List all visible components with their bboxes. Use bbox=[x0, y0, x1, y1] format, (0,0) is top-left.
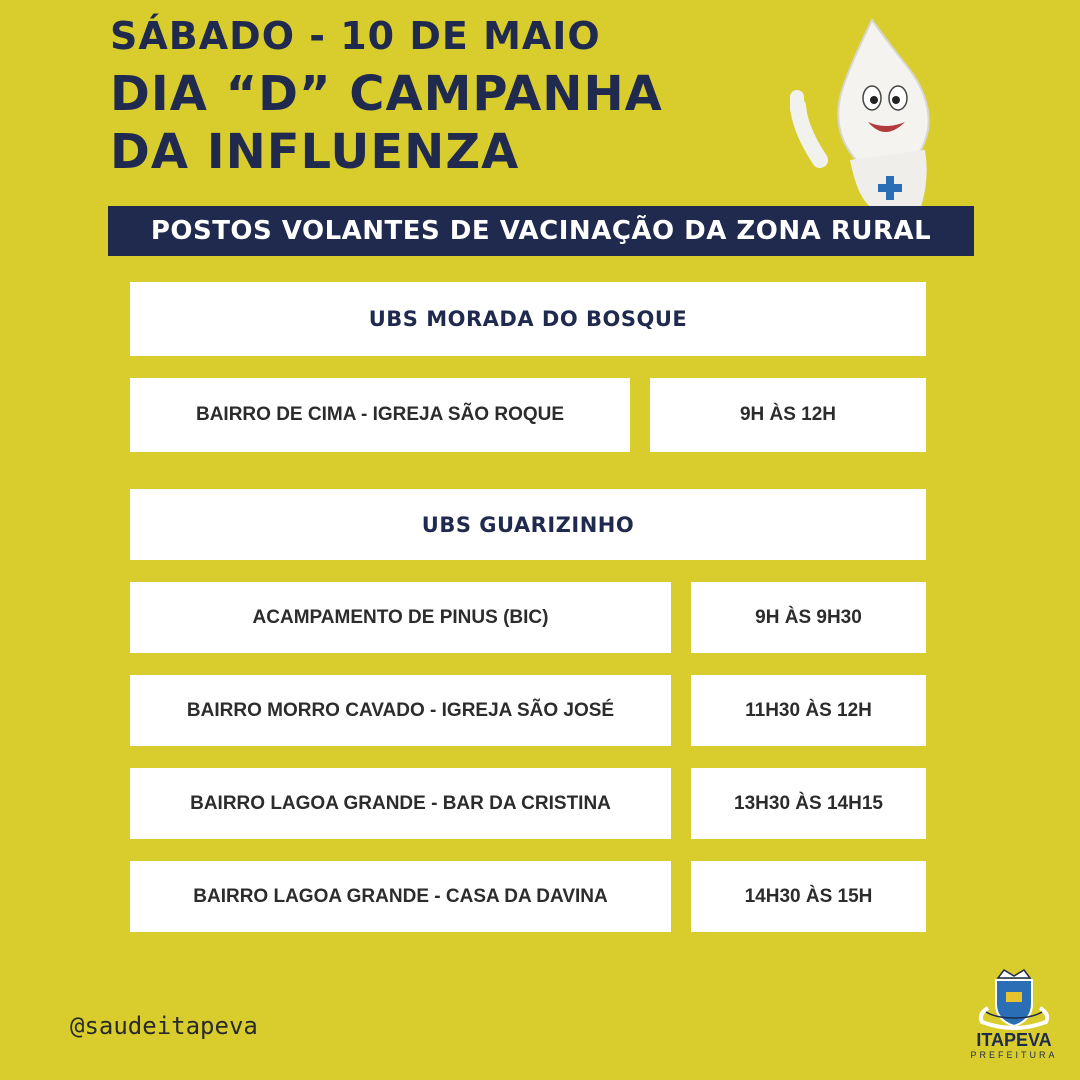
mobile-posts-banner: POSTOS VOLANTES DE VACINAÇÃO DA ZONA RURAL bbox=[108, 206, 974, 256]
social-handle: @saudeitapeva bbox=[70, 1012, 258, 1040]
schedule-place: ACAMPAMENTO DE PINUS (BIC) bbox=[130, 582, 671, 653]
schedule-place: BAIRRO LAGOA GRANDE - BAR DA CRISTINA bbox=[130, 768, 671, 839]
ubs-morada-do-bosque-header: UBS MORADA DO BOSQUE bbox=[130, 282, 926, 356]
logo-subtitle: PREFEITURA bbox=[970, 1050, 1058, 1060]
campaign-title-line1: DIA “D” CAMPANHA bbox=[110, 66, 663, 122]
schedule-time: 14H30 ÀS 15H bbox=[691, 861, 926, 932]
schedule-place: BAIRRO LAGOA GRANDE - CASA DA DAVINA bbox=[130, 861, 671, 932]
schedule-time: 11H30 ÀS 12H bbox=[691, 675, 926, 746]
schedule-time: 9H ÀS 9H30 bbox=[691, 582, 926, 653]
event-date: SÁBADO - 10 DE MAIO bbox=[110, 14, 601, 58]
campaign-title-line2: DA INFLUENZA bbox=[110, 124, 520, 180]
schedule-time: 9H ÀS 12H bbox=[650, 378, 926, 452]
logo-name: ITAPEVA bbox=[976, 1030, 1052, 1050]
schedule-time: 13H30 ÀS 14H15 bbox=[691, 768, 926, 839]
vaccine-drop-mascot-icon bbox=[760, 10, 960, 210]
city-coat-of-arms-icon bbox=[968, 968, 1060, 1030]
schedule-place: BAIRRO MORRO CAVADO - IGREJA SÃO JOSÉ bbox=[130, 675, 671, 746]
city-logo bbox=[968, 968, 1060, 1068]
schedule-place: BAIRRO DE CIMA - IGREJA SÃO ROQUE bbox=[130, 378, 630, 452]
ubs-guarizinho-header: UBS GUARIZINHO bbox=[130, 489, 926, 560]
